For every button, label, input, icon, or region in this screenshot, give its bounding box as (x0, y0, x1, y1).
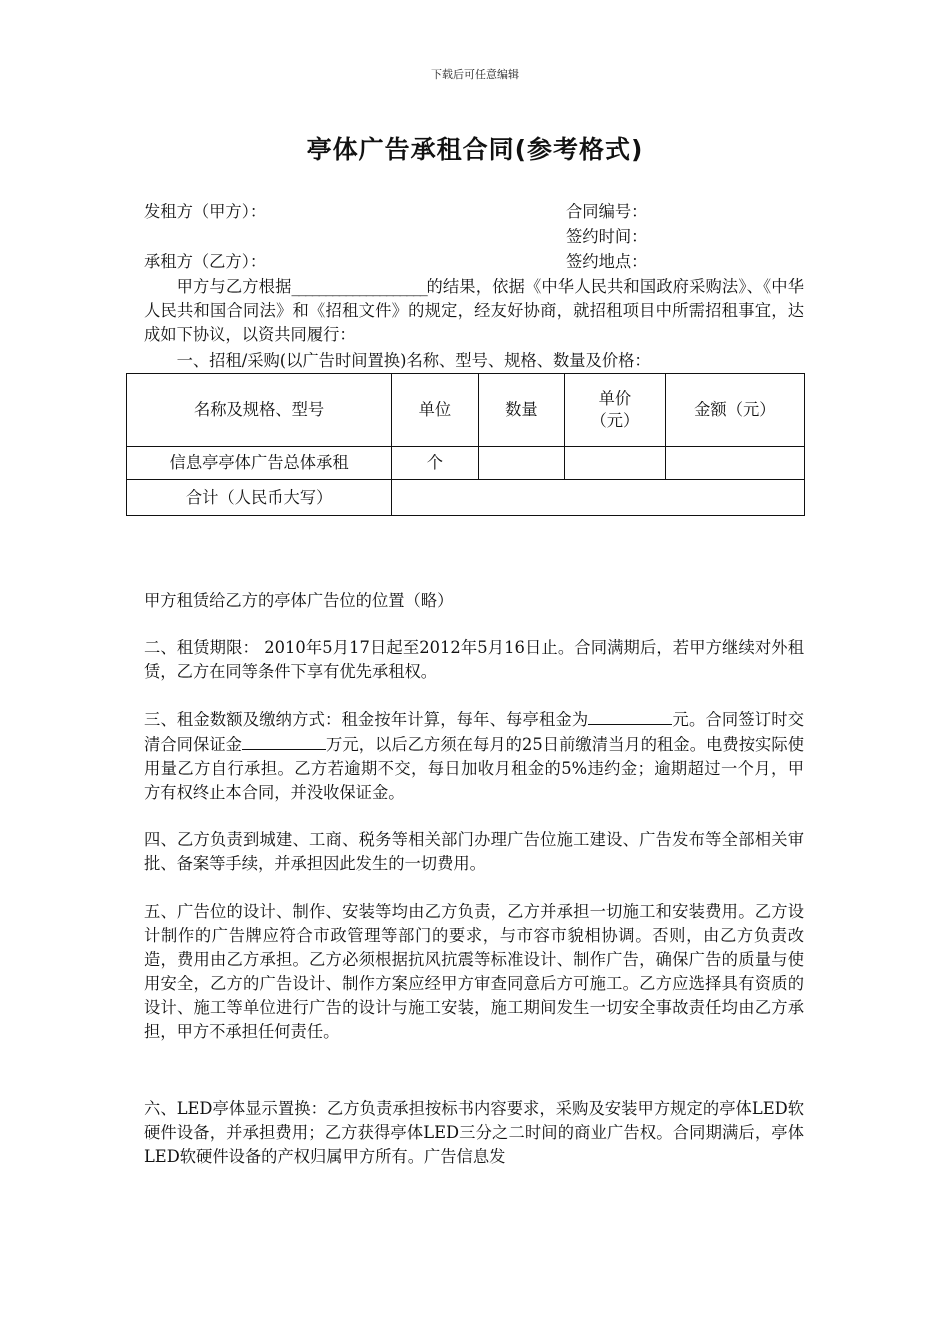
section4-paragraph: 四、乙方负责到城建、工商、税务等相关部门办理广告位施工建设、广告发布等全部相关审批、备案等手续，并承担因此发生的一切费用。 (144, 830, 804, 873)
table-row (127, 447, 805, 480)
sign-place-label: 签约地点： (566, 252, 648, 271)
total-label: 合计（人民币大写） (127, 480, 392, 516)
header-unit-price: 单价（元） (565, 374, 666, 447)
section5-paragraph: 五、广告位的设计、制作、安装等均由乙方负责，乙方并承担一切施工和安装费用。乙方设计制作的广告牌应符合市政管理等部门的要求，与市容市貌相协调。否则，由乙方负责改造，费用由乙方承担。乙方必须根据抗风抗震等标准设计、制作广告，确保广告的质量与使用安全，乙方的广告设计、制作方案应经甲方审查同意后方可施工。乙方应选择具有资质的设计、施工等单位进行广告的设计与施工安装，施工期间发生一切安全事故责任均由乙方承担，甲方不承担任何责任。 (144, 902, 804, 1041)
section3-text-c: 万元，以后乙方须在每月的25日前缴清当月的租金。电费按实际使用量乙方自行承担。乙方若逾期不交，每日加收月租金的5%违约金；逾期超过一个月，甲方有权终止本合同，并没收保证金。 (144, 735, 804, 802)
intro-text-1: 甲方与乙方根据 (176, 277, 292, 296)
header-unit: 单位 (392, 374, 478, 447)
lessor-label: 发租方（甲方）： (144, 202, 267, 221)
section1-heading: 一、招租/采购(以广告时间置换)名称、型号、规格、数量及价格： (176, 351, 651, 370)
rent-blank (588, 707, 672, 725)
deposit-blank (242, 732, 326, 750)
sign-time-label: 签约时间： (566, 227, 648, 246)
section2-paragraph: 二、租赁期限： 2010年5月17日起至2012年5月16日止。合同满期后，若甲方继续对外租赁，乙方在同等条件下享有优先承租权。 (144, 638, 804, 681)
header-name: 名称及规格、型号 (127, 374, 392, 447)
row-amount (665, 447, 804, 480)
row-name: 信息亭亭体广告总体承租 (127, 447, 392, 480)
intro-text-2: 的结果，依据《中华人民共和国政府采购法》、《中华人民共和国合同法》和《招租文件》的规定，经友好协商，就招租项目中所需招租事宜，达成如下协议，以资共同履行： (144, 277, 804, 344)
intro-blank: ____________________ (291, 277, 427, 296)
section3-paragraph (144, 707, 804, 805)
intro-paragraph (144, 275, 804, 347)
document-title: 亭体广告承租合同(参考格式) (306, 135, 644, 164)
row-quantity (478, 447, 564, 480)
items-table (126, 373, 805, 516)
header-quantity: 数量 (478, 374, 564, 447)
section3-text-a: 三、租金数额及缴纳方式：租金按年计算，每年、每亭租金为 (144, 710, 589, 729)
location-note: 甲方租赁给乙方的亭体广告位的位置（略） (144, 591, 454, 610)
header-amount: 金额（元） (665, 374, 804, 447)
total-value (392, 480, 805, 516)
lessee-label: 承租方（乙方）： (144, 252, 267, 271)
table-total-row (127, 480, 805, 516)
header-note: 下载后可任意编辑 (431, 68, 519, 81)
row-unit-price (565, 447, 666, 480)
contract-no-label: 合同编号： (566, 202, 648, 221)
table-header-row (127, 374, 805, 447)
section3-text-b: 元。合同签订时交清合同保证金 (144, 710, 804, 754)
row-unit: 个 (392, 447, 478, 480)
section6-paragraph: 六、LED亭体显示置换：乙方负责承担按标书内容要求，采购及安装甲方规定的亭体LED软硬件设备，并承担费用；乙方获得亭体LED三分之二时间的商业广告权。合同期满后，亭体LED软硬件设备的产权归属甲方所有。广告信息发 (144, 1099, 804, 1166)
